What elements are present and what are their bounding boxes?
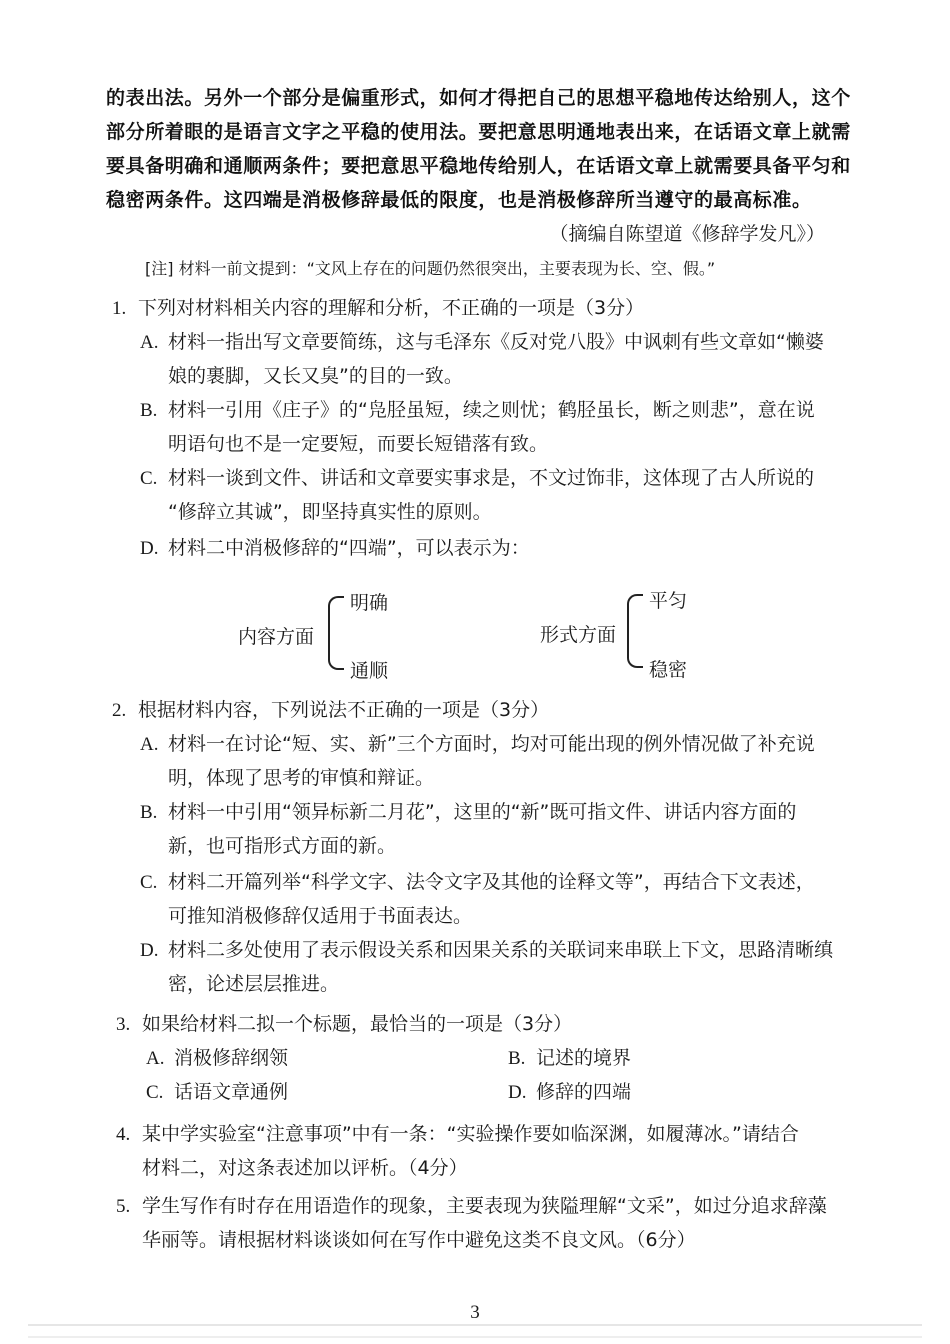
passage-source: （摘编自陈望道《修辞学发凡》） bbox=[549, 223, 825, 245]
question-text: 如果给材料二拟一个标题，最恰当的一项是（3分） bbox=[142, 1013, 573, 1035]
diagram-left-top: 明确 bbox=[350, 592, 389, 614]
question-1-option-b bbox=[140, 398, 815, 423]
option-label: B. bbox=[140, 802, 158, 823]
question-text: 下列对材料相关内容的理解和分析，不正确的一项是（3分） bbox=[138, 297, 645, 319]
question-3-option-a bbox=[146, 1046, 288, 1071]
question-continuation: 材料二，对这条表述加以评析。（4分） bbox=[142, 1157, 468, 1179]
option-label: D. bbox=[508, 1082, 527, 1103]
question-1-stem bbox=[112, 296, 644, 321]
option-text: 材料二中消极修辞的“四端”，可以表示为： bbox=[168, 537, 530, 559]
question-2-option-b bbox=[140, 800, 796, 825]
passage-line: 部分所着眼的是语言文字之平稳的使用法。要把意思明通地表出来，在话语文章上就需 bbox=[106, 121, 851, 143]
question-5 bbox=[116, 1194, 827, 1219]
option-text: 材料二多处使用了表示假设关系和因果关系的关联词来串联上下文，思路清晰缜 bbox=[168, 939, 834, 961]
passage-line: 要具备明确和通顺两条件；要把意思平稳地传给别人，在话语文章上就需要具备平匀和 bbox=[106, 155, 851, 177]
question-number: 4. bbox=[116, 1124, 131, 1145]
question-number: 3. bbox=[116, 1014, 131, 1035]
diagram-left-head: 内容方面 bbox=[238, 626, 315, 648]
option-continuation: 密，论述层层推进。 bbox=[168, 973, 340, 995]
option-text: 消极修辞纲领 bbox=[174, 1047, 289, 1069]
option-continuation: 明，体现了思考的审慎和辩证。 bbox=[168, 767, 435, 789]
option-text: 记述的境界 bbox=[536, 1047, 632, 1069]
question-number: 5. bbox=[116, 1196, 131, 1217]
option-continuation: 明语句也不是一定要短，而要长短错落有致。 bbox=[168, 433, 549, 455]
option-label: A. bbox=[140, 332, 159, 353]
option-label: A. bbox=[146, 1048, 165, 1069]
divider bbox=[28, 1336, 922, 1338]
passage-line: 稳密两条件。这四端是消极修辞最低的限度，也是消极修辞所当遵守的最高标准。 bbox=[106, 189, 812, 211]
option-text: 修辞的四端 bbox=[536, 1081, 632, 1103]
option-label: A. bbox=[140, 734, 159, 755]
diagram-right-bottom: 稳密 bbox=[649, 659, 688, 681]
option-label: C. bbox=[140, 468, 158, 489]
diagram-right-top: 平匀 bbox=[649, 590, 688, 612]
question-number: 2. bbox=[112, 700, 127, 721]
option-text: 材料一中引用“领异标新二月花”，这里的“新”既可指文件、讲话内容方面的 bbox=[168, 801, 797, 823]
page-number: 3 bbox=[470, 1302, 480, 1323]
option-label: D. bbox=[140, 538, 159, 559]
question-1-option-c bbox=[140, 466, 814, 491]
question-text: 根据材料内容，下列说法不正确的一项是（3分） bbox=[138, 699, 550, 721]
question-text: 学生写作有时存在用语造作的现象，主要表现为狭隘理解“文采”，如过分追求辞藻 bbox=[142, 1195, 827, 1217]
option-continuation: 娘的裹脚，又长又臭”的目的一致。 bbox=[168, 365, 463, 387]
option-label: D. bbox=[140, 940, 159, 961]
option-label: B. bbox=[508, 1048, 526, 1069]
diagram-left-bottom: 通顺 bbox=[350, 660, 389, 682]
option-label: C. bbox=[140, 872, 158, 893]
option-text: 材料一引用《庄子》的“凫胫虽短，续之则忧；鹤胫虽长，断之则悲”，意在说 bbox=[168, 399, 815, 421]
option-text: 材料二开篇列举“科学文字、法令文字及其他的诠释文等”，再结合下文表述， bbox=[168, 871, 815, 893]
passage-note: [注] 材料一前文提到：“文风上存在的问题仍然很突出，主要表现为长、空、假。” bbox=[145, 259, 716, 278]
question-continuation: 华丽等。请根据材料谈谈如何在写作中避免这类不良文风。（6分） bbox=[142, 1229, 696, 1251]
option-continuation: “修辞立其诚”，即坚持真实性的原则。 bbox=[168, 501, 492, 523]
diagram-right-head: 形式方面 bbox=[540, 624, 617, 646]
question-2-option-c bbox=[140, 870, 815, 895]
question-3-option-b bbox=[508, 1046, 631, 1071]
option-text: 话语文章通例 bbox=[174, 1081, 289, 1103]
question-3-stem bbox=[116, 1012, 572, 1037]
question-2-stem bbox=[112, 698, 549, 723]
option-text: 材料一在讨论“短、实、新”三个方面时，均对可能出现的例外情况做了补充说 bbox=[168, 733, 815, 755]
option-label: C. bbox=[146, 1082, 164, 1103]
question-2-option-d bbox=[140, 938, 833, 963]
question-text: 某中学实验室“注意事项”中有一条：“实验操作要如临深渊，如履薄冰。”请结合 bbox=[142, 1123, 799, 1145]
question-1-option-a bbox=[140, 330, 824, 355]
question-3-option-c bbox=[146, 1080, 288, 1105]
divider bbox=[28, 1324, 922, 1326]
passage-line: 的表出法。另外一个部分是偏重形式，如何才得把自己的思想平稳地传达给别人，这个 bbox=[106, 87, 851, 109]
question-2-option-a bbox=[140, 732, 815, 757]
option-text: 材料一指出写文章要简练，这与毛泽东《反对党八股》中讽刺有些文章如“懒婆 bbox=[168, 331, 824, 353]
question-4 bbox=[116, 1122, 799, 1147]
brace-right bbox=[627, 594, 643, 668]
brace-left bbox=[328, 596, 344, 670]
question-number: 1. bbox=[112, 298, 127, 319]
question-1-option-d bbox=[140, 536, 530, 561]
option-continuation: 可推知消极修辞仅适用于书面表达。 bbox=[168, 905, 473, 927]
option-text: 材料一谈到文件、讲话和文章要实事求是，不文过饰非，这体现了古人所说的 bbox=[168, 467, 815, 489]
option-continuation: 新，也可指形式方面的新。 bbox=[168, 835, 397, 857]
question-3-option-d bbox=[508, 1080, 631, 1105]
option-label: B. bbox=[140, 400, 158, 421]
